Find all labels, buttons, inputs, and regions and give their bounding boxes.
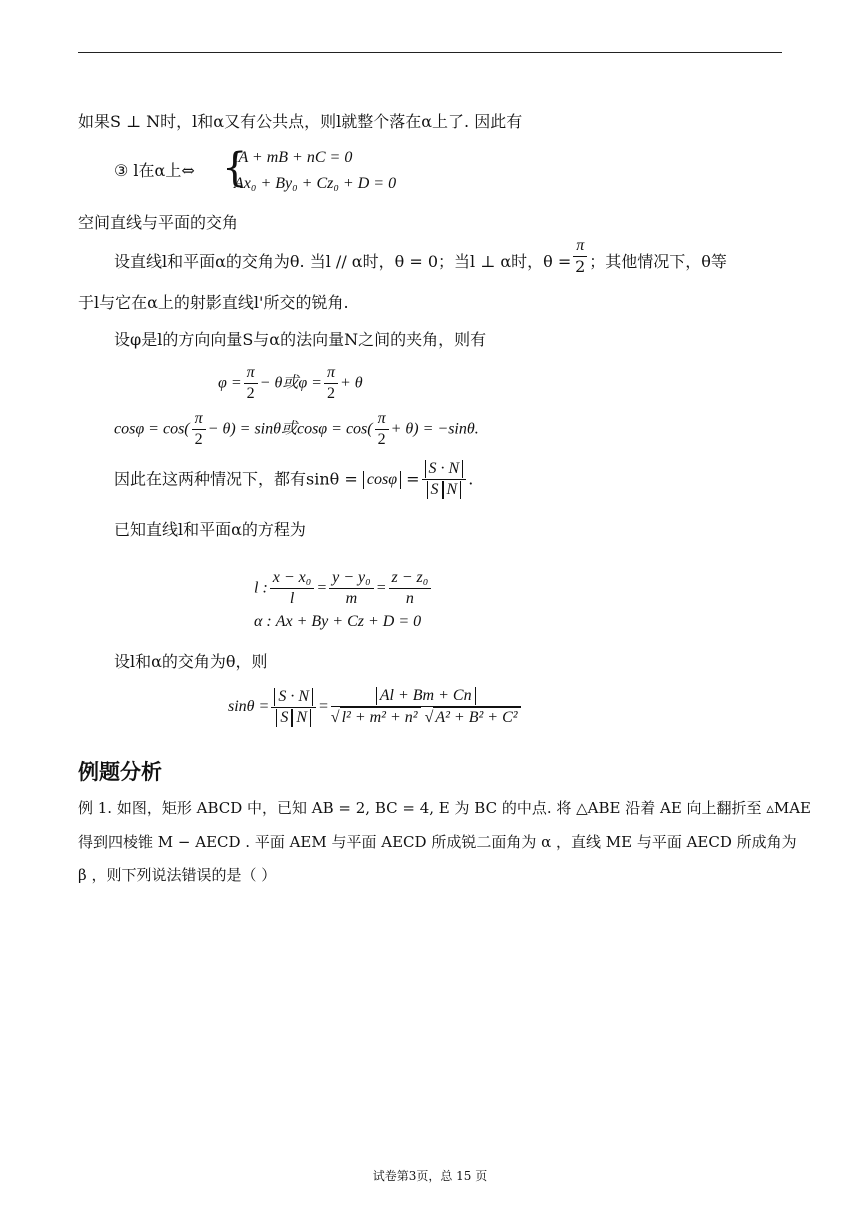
formula-phi: φ = $\frac{\pi}{2}$ − θ或φ = $\frac{\pi}{2}$ + θ — [218, 364, 363, 402]
system-brace: { — [222, 145, 248, 191]
line-equation: l : $\frac{\text{x − x₀}}{l}$ = $\frac{\text{y − y₀}}{m}$ = $\frac{\text{z − z₀}}{n}$ — [254, 568, 433, 609]
section-title-examples: 例题分析 — [78, 760, 162, 784]
plane-equation: α : Ax + By + Cz + D = 0 — [254, 613, 422, 630]
formula-cos: cosφ = cos( $\frac{\pi}{2}$ − θ) = sinθ或cosφ = cos( $\frac{\pi}{2}$ + θ) = −sinθ. — [114, 410, 479, 448]
item-3-prefix: ③ l在α上⇔ — [114, 161, 195, 180]
paragraph-perpendicular: 如果S ⊥ N时，l和α又有公共点，则l就整个落在α上了. 因此有 — [78, 112, 523, 131]
paragraph-angle-def: 设直线l和平面α的交角为θ. 当l // α时，θ = 0；当l ⊥ α时，θ = $\frac{\pi}{2}$ ；其他情况下，θ等 — [114, 237, 727, 276]
example-1-line-2: 得到四棱锥 M − AECD . 平面 AEM 与平面 AECD 所成锐二面角为 α ，直线 ME 与平面 AECD 所成角为 — [78, 833, 797, 851]
page-footer: 试卷第3页，总 15 页 — [372, 1169, 488, 1183]
formula-sin-final: sinθ = $\frac{S \cdot N}{\text{S N}}$ = $\frac{Al + Bm + Cn}{\text{√ l² + m² + n² √ A² + B² + C²}}$ — [228, 686, 523, 728]
example-1-line-1: 例 1. 如图，矩形 ABCD 中，已知 AB = 2, BC = 4, E 为 BC 的中点. 将 △ABE 沿着 AE 向上翻折至 ▵MAE — [78, 799, 811, 817]
header-rule — [78, 52, 782, 53]
paragraph-phi: 设φ是l的方向向量S与α的法向量N之间的夹角，则有 — [114, 330, 487, 349]
paragraph-intersection: 设l和α的交角为θ，则 — [114, 652, 268, 671]
paragraph-equations: 已知直线l和平面α的方程为 — [114, 520, 306, 539]
formula-sin-abs: 因此在这两种情况下，都有sinθ = cosφ = $\frac{S \cdot N}{\text{S N}}$ . — [114, 460, 474, 498]
system-eq-1: lA + mB + nC = 0 — [234, 149, 353, 166]
section-heading-angle: 空间直线与平面的交角 — [78, 213, 239, 232]
example-1-line-3: β ，则下列说法错误的是（ ） — [78, 866, 277, 884]
system-eq-2: Ax₀ + By₀ + Cz₀ + D = 0 — [234, 175, 397, 192]
paragraph-angle-def-cont: 于l与它在α上的射影直线l'所交的锐角. — [78, 293, 349, 312]
